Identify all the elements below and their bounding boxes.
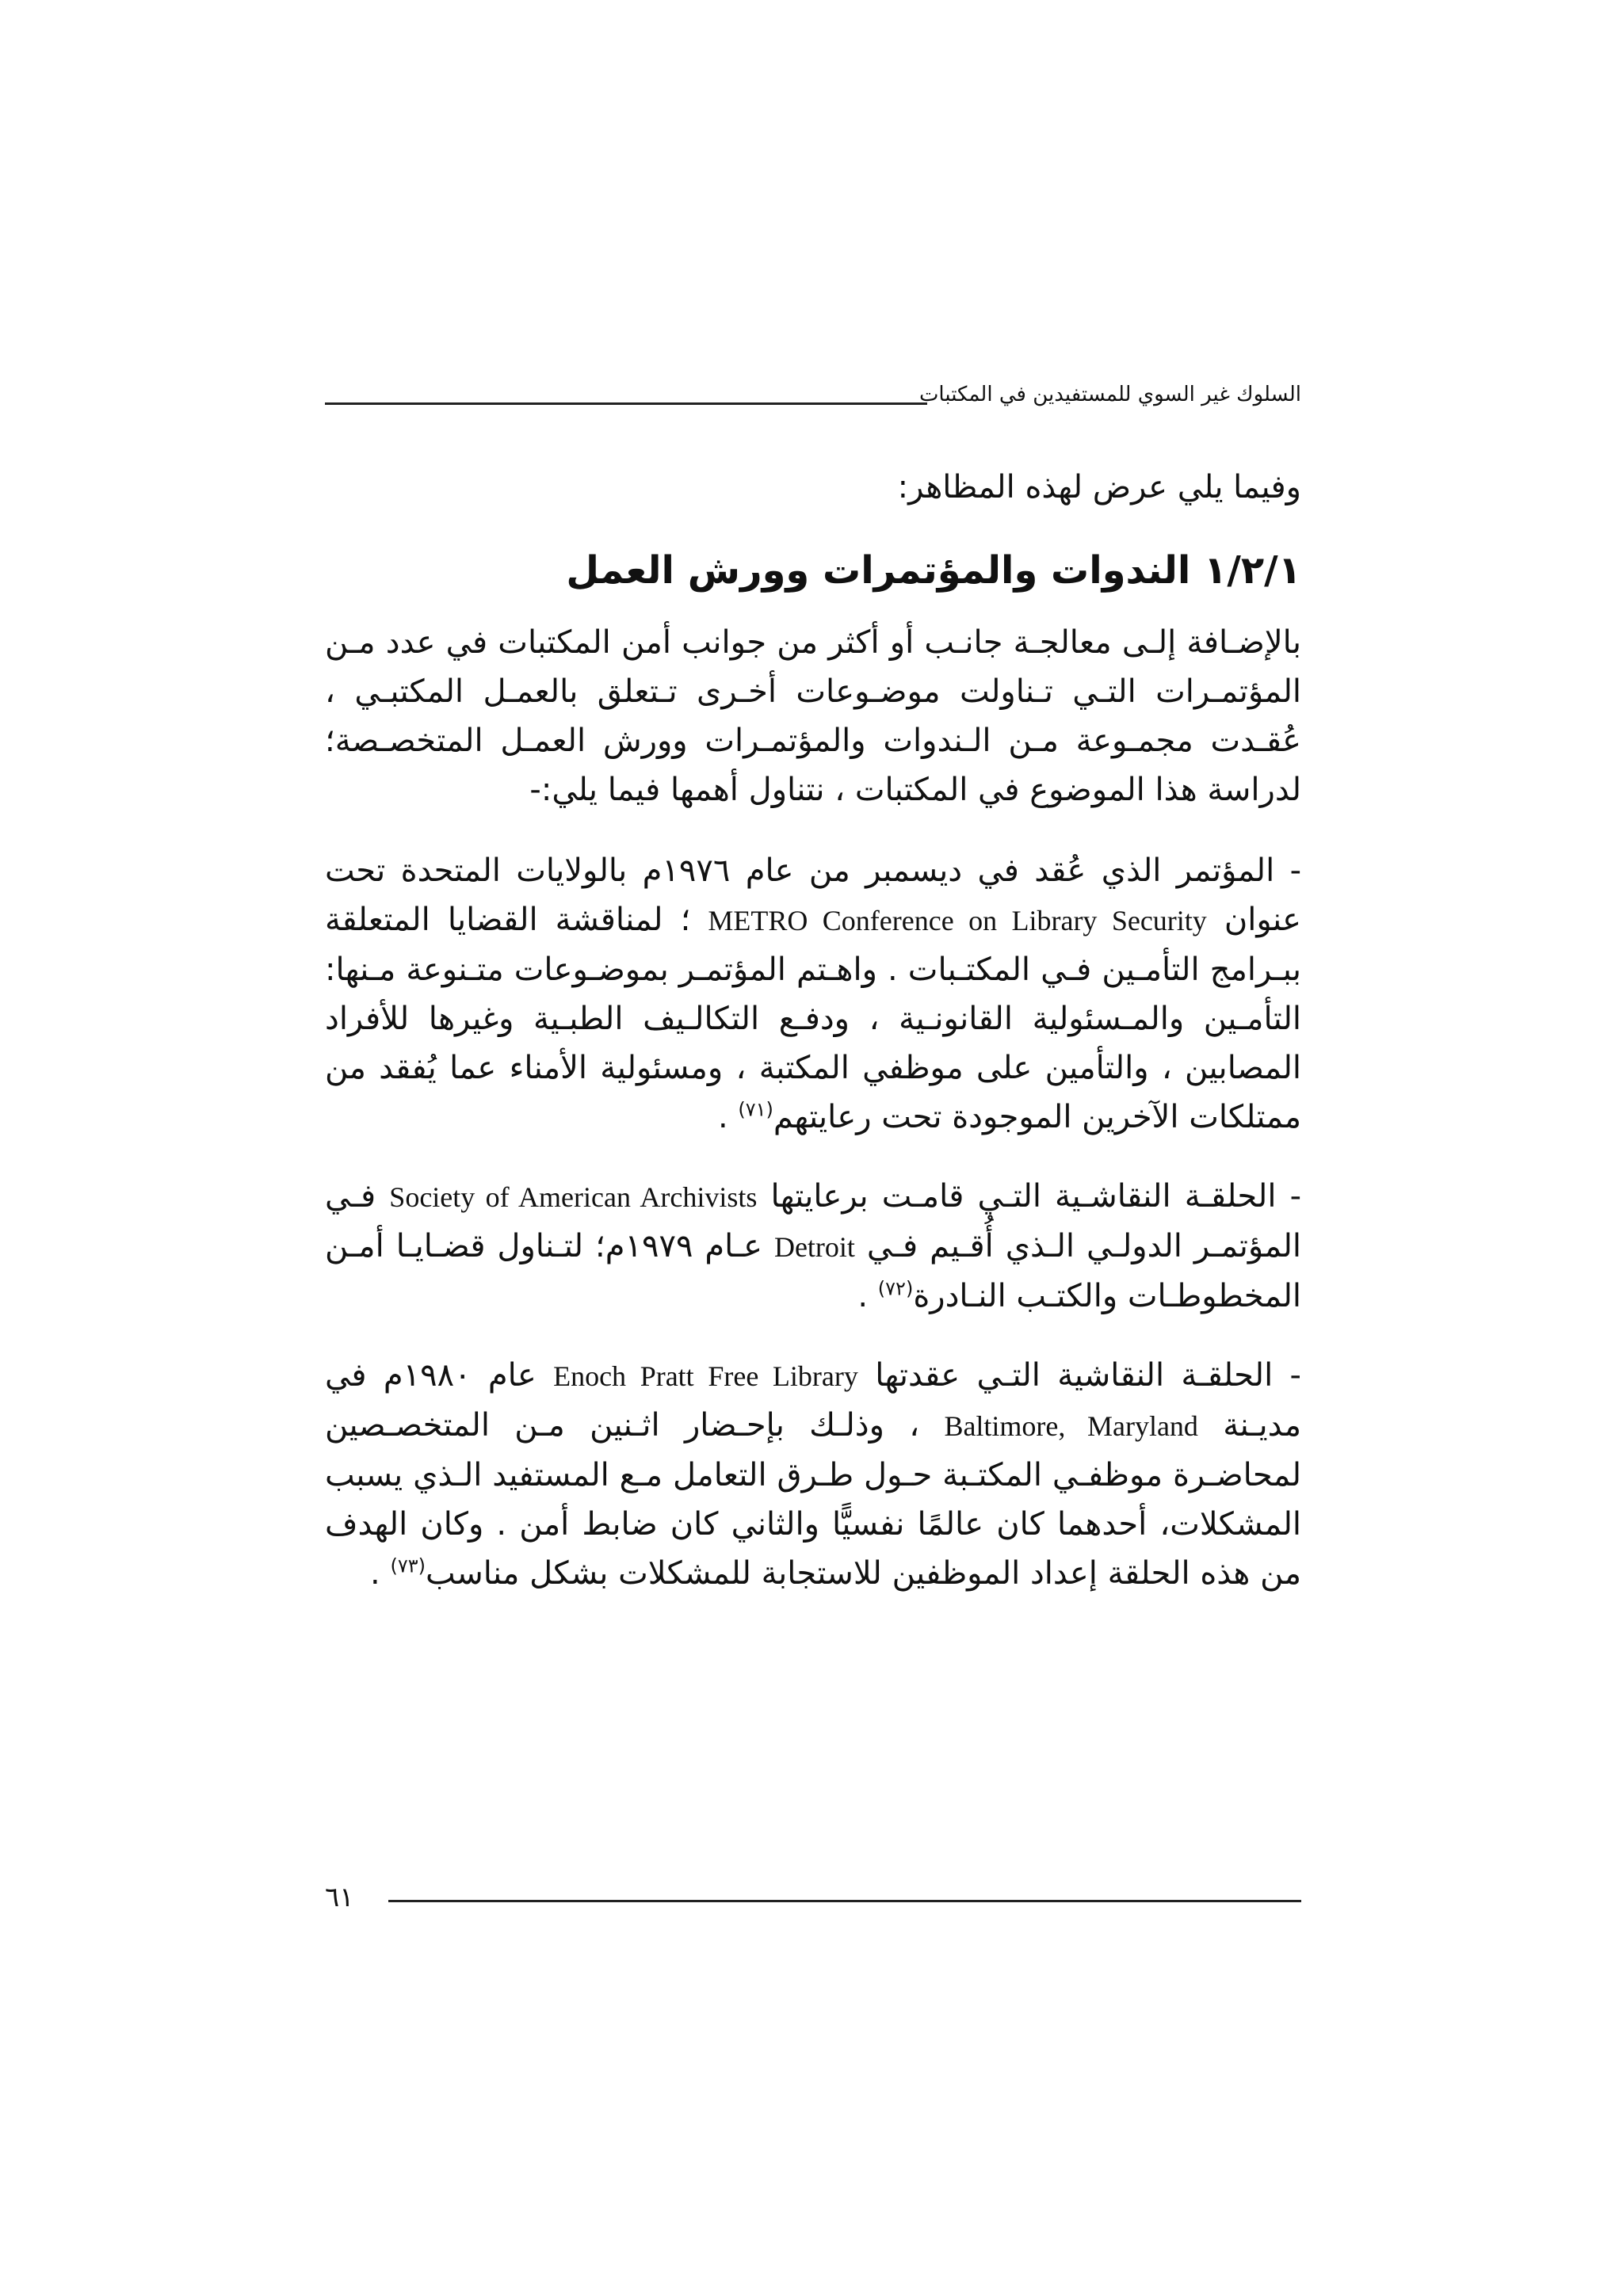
bullet-text: - الحلقـة النقاشية التـي عقدتها [875, 1357, 1301, 1394]
footnote-ref: (٧٢) [877, 1277, 914, 1300]
bullet-end: . [717, 1099, 739, 1135]
header-rule [325, 402, 927, 405]
library-name: Enoch Pratt Free Library [553, 1360, 858, 1392]
bullet-item-metro-conference [325, 846, 1301, 1142]
bullet-item-archivists-workshop [325, 1172, 1301, 1321]
bullet-text: ؛ لمناقشة القضايا المتعلقة ببـرامج التأمـين فـي المكتـبات . واهـتم المؤتمـر بموضـوعات متـنوعة مـنها: التأمـين والمـسئولية القانونـية ، ودفـع التكالـيف الطبـية وغيرها للأفراد المصابين ، والتأمين على موظفي المكتبة ، ومسئولية الأمناء عما يُفقد من ممتلكات الآخرين الموجودة تحت رعايتهم [325, 902, 1301, 1135]
intro-line: وفيما يلي عرض لهذه المظاهر: [897, 469, 1301, 505]
bullet-end: . [370, 1555, 391, 1592]
body-text [325, 452, 1301, 1628]
organization-name: Society of American Archivists [389, 1181, 758, 1213]
bullet-item-pratt-library-workshop [325, 1351, 1301, 1598]
bullet-text: فـي المؤتمـر الدولـي الـذي أُقـيم فـي [325, 1178, 1301, 1264]
page-footer [325, 1878, 1301, 1925]
footer-rule [388, 1900, 1301, 1902]
conference-name: METRO Conference on Library Security [708, 905, 1207, 936]
bullet-text: عـام ١٩٧٩م؛ لتـناول قضـايـا أمـن المخطوطـات والكتـب النـادرة [325, 1228, 1301, 1314]
bullet-text: - الحلقـة النقاشـية التـي قامـت برعايتها [770, 1178, 1302, 1215]
running-title: السلوك غير السوي للمستفيدين في المكتبات [918, 383, 1301, 406]
city-name: Detroit [773, 1231, 855, 1263]
page-number: ٦١ [325, 1882, 354, 1913]
section-heading: ١/٢/١ الندوات والمؤتمرات وورش العمل [566, 548, 1301, 593]
bullet-end: . [857, 1278, 878, 1314]
section-paragraph: بالإضـافة إلـى معالجـة جانـب أو أكثر من جوانب أمن المكتبات في عدد مـن المؤتمـرات التـي تـناولت موضـوعات أخـرى تـتعلق بالعمـل المكتبـي ، عُقـدت مجمـوعة مـن الـندوات والمؤتمـرات وورش العمـل المتخصـصة؛ لدراسة هذا الموضوع في المكتبات ، نتناول أهمها فيما يلي:- [325, 624, 1301, 808]
footnote-ref: (٧١) [738, 1098, 773, 1121]
bullet-text: عام ١٩٨٠م في مديـنة [325, 1357, 1302, 1444]
running-header [325, 379, 1301, 426]
bullet-text: - المؤتمر الذي عُقد في ديسمبر من عام ١٩٧٦م بالولايات المتحدة تحت عنوان [325, 852, 1302, 938]
footnote-ref: (٧٣) [390, 1554, 426, 1577]
city-name: Baltimore, Maryland [944, 1410, 1198, 1442]
bullet-text: ، وذلـك بإحـضار اثـنين مـن المتخصـصين لمحاضـرة موظفـي المكتـبة حـول طـرق التعامل مـع المستفيد الـذي يسبب المشكلات، أحدهما كان عالمًا نفسيًّا والثاني كان ضابط أمن . وكان الهدف من هذه الحلقة إعداد الموظفين للاستجابة للمشكلات بشكل مناسب [325, 1407, 1301, 1592]
